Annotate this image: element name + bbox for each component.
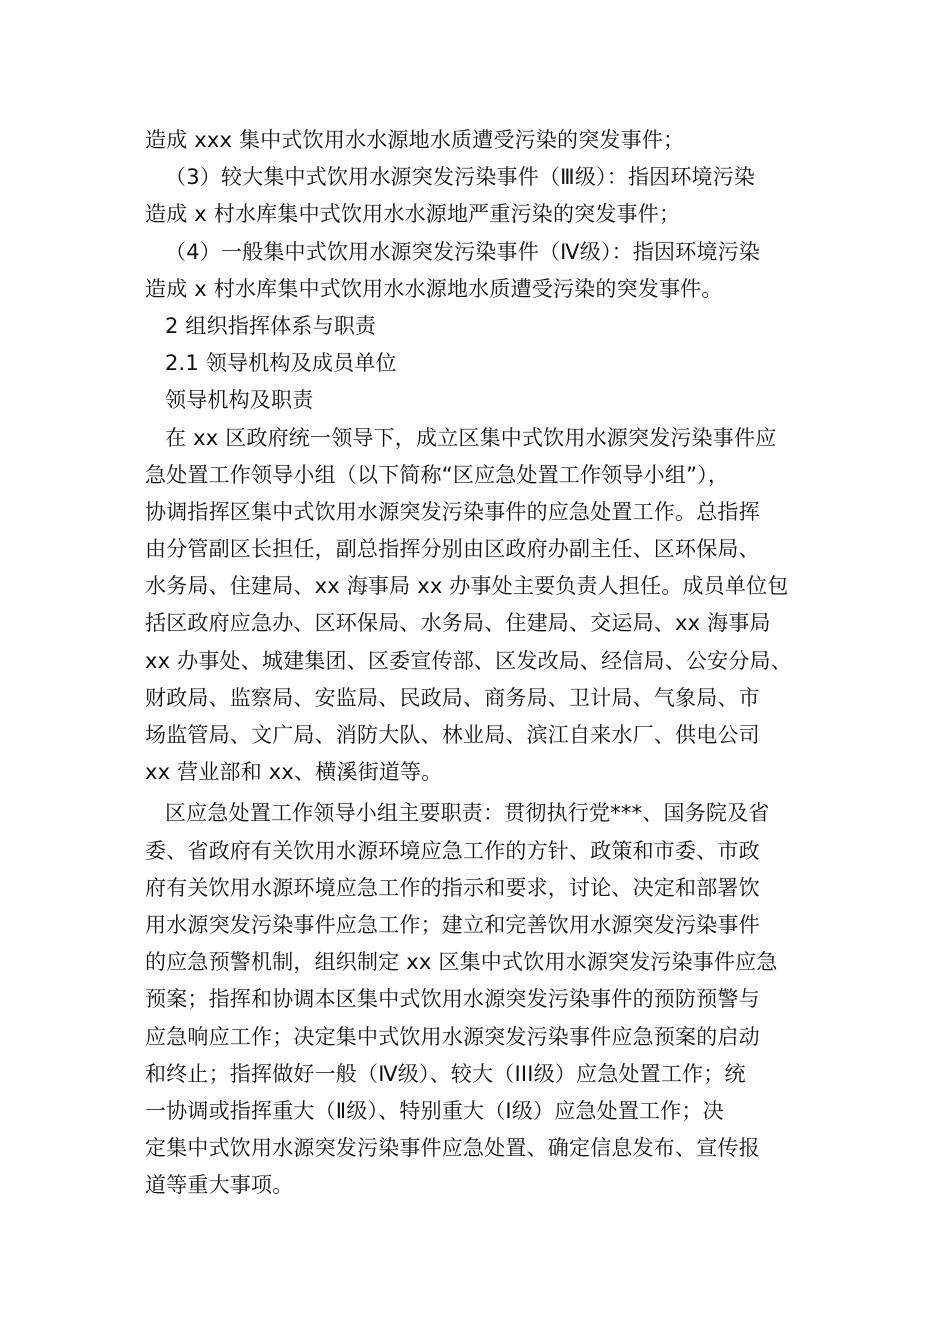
text-line: 区应急处置工作领导小组主要职责：贯彻执行党***、国务院及省 (165, 801, 770, 826)
text-line: 由分管副区长担任，副总指挥分别由区政府办副主任、区环保局、 (145, 537, 760, 562)
text-line: 水务局、住建局、xx 海事局 xx 办事处主要负责人担任。成员单位包 (145, 574, 789, 599)
text-line: （4）一般集中式饮用水源突发污染事件（Ⅳ级）：指因环境污染 (165, 239, 761, 264)
text-line: 领导机构及职责 (165, 388, 314, 413)
text-line: 造成 x 村水库集中式饮用水水源地水质遭受污染的突发事件。 (145, 276, 723, 301)
text-line: 预案；指挥和协调本区集中式饮用水源突发污染事件的预防预警与 (145, 987, 760, 1012)
text-line: 在 xx 区政府统一领导下，成立区集中式饮用水源突发污染事件应 (165, 425, 777, 450)
text-line: 的应急预警机制，组织制定 xx 区集中式饮用水源突发污染事件应急 (145, 950, 778, 975)
text-line: 协调指挥区集中式饮用水源突发污染事件的应急处置工作。总指挥 (145, 499, 760, 524)
text-line: 府有关饮用水源环境应急工作的指示和要求，讨论、决定和部署饮 (145, 875, 760, 900)
text-line: 定集中式饮用水源突发污染事件应急处置、确定信息发布、宣传报 (145, 1136, 760, 1161)
text-line: xx 办事处、城建集团、区委宣传部、区发改局、经信局、公安分局、 (145, 648, 792, 673)
text-line: 2.1 领导机构及成员单位 (165, 351, 397, 376)
text-line: 造成 xxx 集中式饮用水水源地水质遭受污染的突发事件； (145, 128, 685, 152)
text-line: 急处置工作领导小组（以下简称“区应急处置工作领导小组”）， (145, 462, 730, 487)
text-line: xx 营业部和 xx、横溪街道等。 (145, 760, 443, 785)
text-line: 应急响应工作；决定集中式饮用水源突发污染事件应急预案的启动 (145, 1024, 760, 1049)
text-line: 委、省政府有关饮用水源环境应急工作的方针、政策和市委、市政 (145, 838, 760, 863)
text-line: 和终止；指挥做好一般（Ⅳ级）、较大（III级）应急处置工作；统 (145, 1061, 746, 1086)
text-line: 道等重大事项。 (145, 1173, 294, 1198)
text-line: 括区政府应急办、区环保局、水务局、住建局、交运局、xx 海事局 (145, 611, 771, 636)
text-line: 财政局、监察局、安监局、民政局、商务局、卫计局、气象局、市 (145, 685, 760, 710)
text-line: 2 组织指挥体系与职责 (165, 313, 377, 338)
text-line: 造成 x 村水库集中式饮用水水源地严重污染的突发事件； (145, 202, 681, 227)
text-line: 用水源突发污染事件应急工作；建立和完善饮用水源突发污染事件 (145, 912, 760, 937)
document-body (145, 122, 815, 1204)
text-line: 一协调或指挥重大（Ⅱ级）、特别重大（Ⅰ级）应急处置工作；决 (145, 1098, 724, 1123)
text-line: 场监管局、文广局、消防大队、林业局、滨江自来水厂、供电公司 (145, 723, 760, 747)
text-line: （3）较大集中式饮用水源突发污染事件（Ⅲ级）：指因环境污染 (165, 165, 756, 190)
